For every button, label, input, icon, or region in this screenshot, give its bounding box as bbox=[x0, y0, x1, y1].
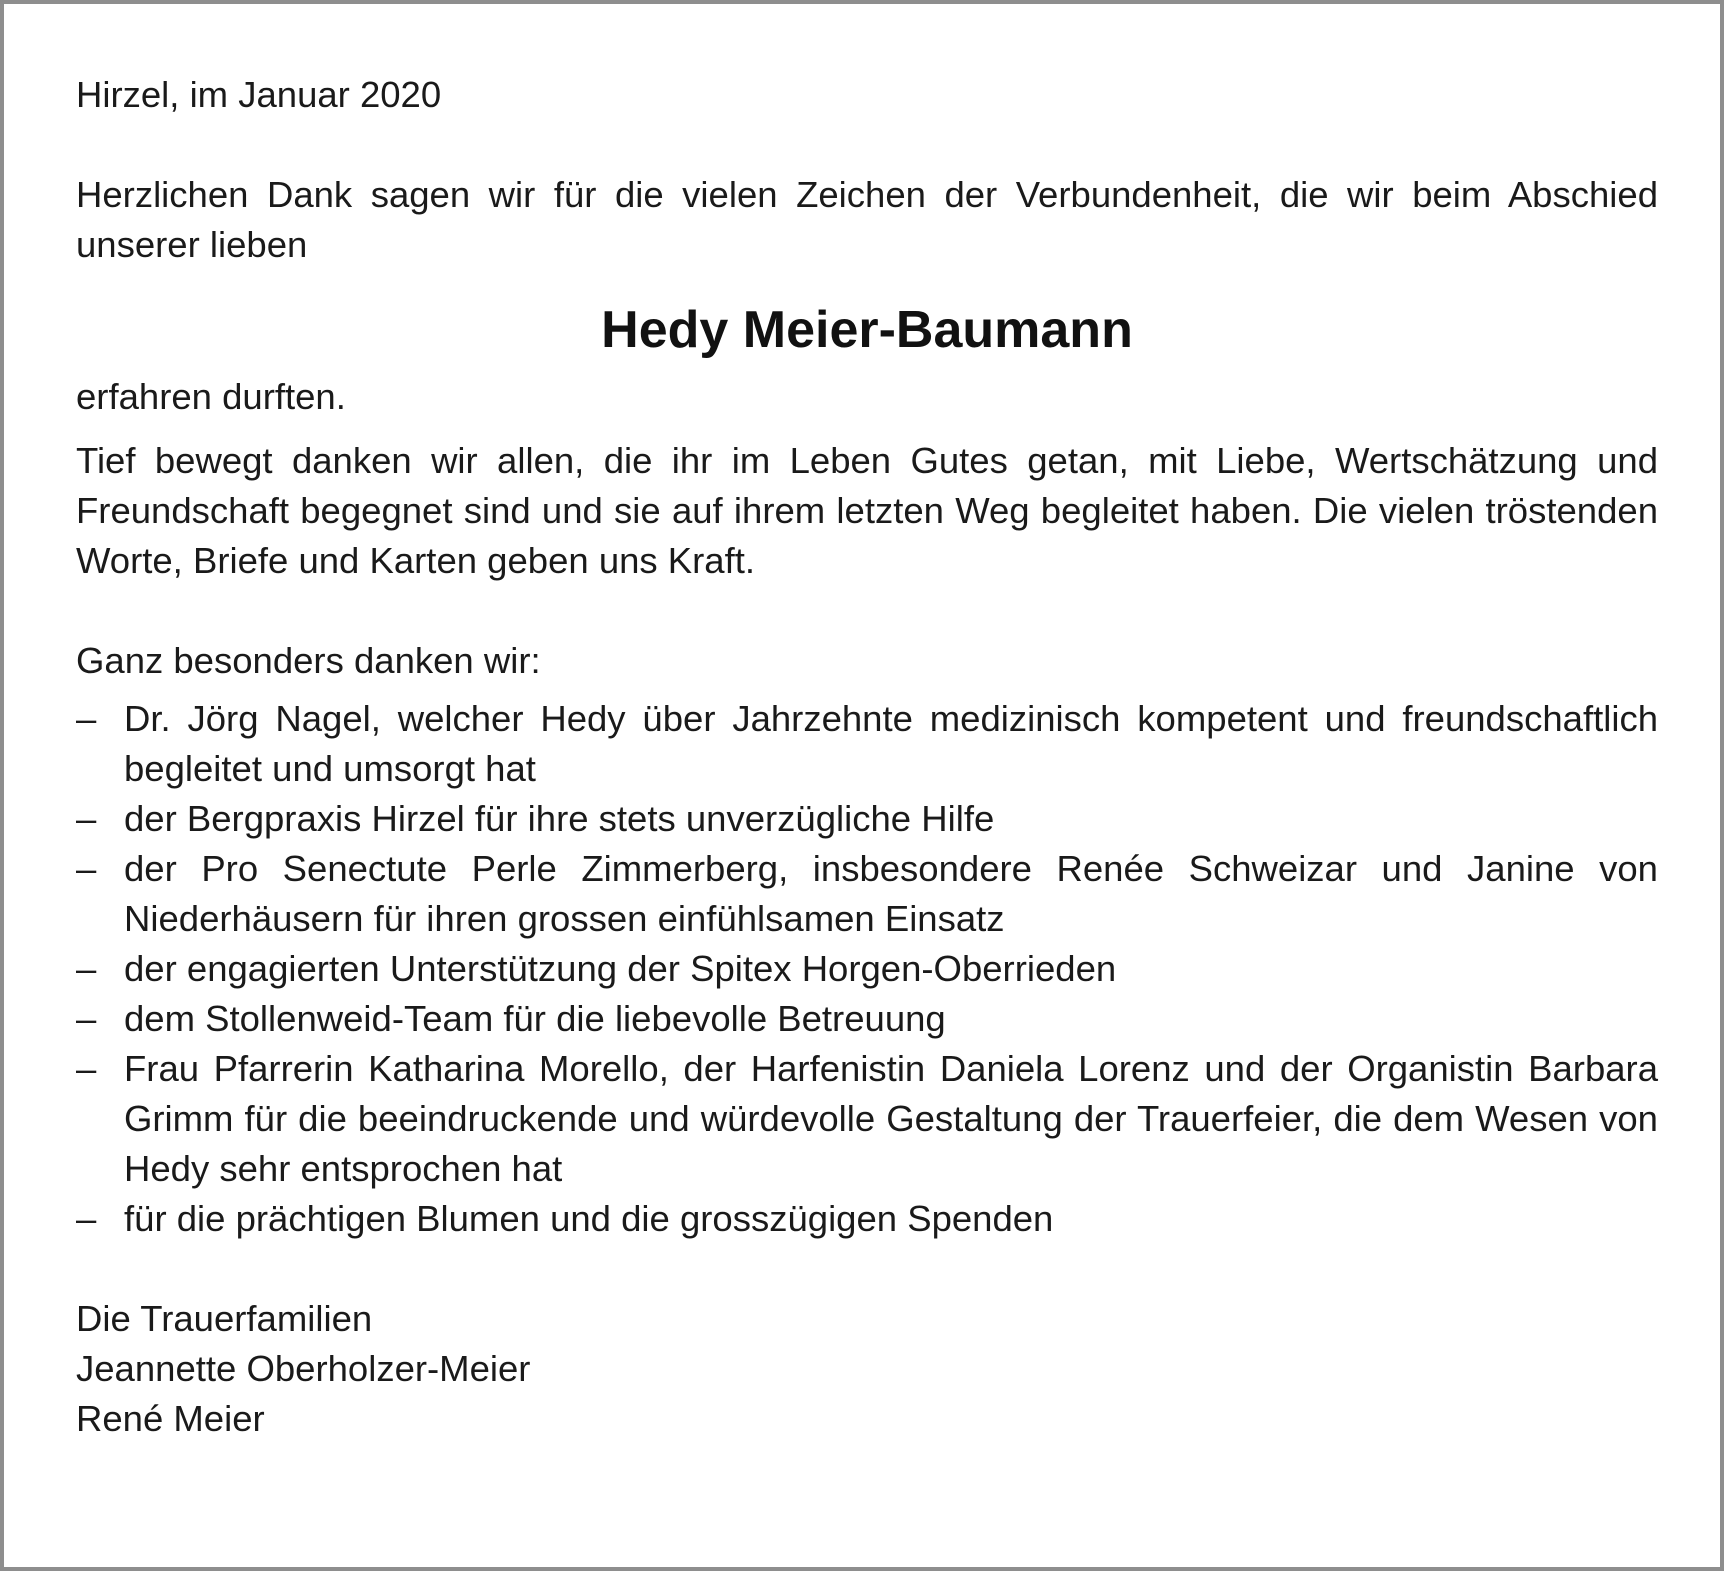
list-item-text: der engagierten Unterstützung der Spitex Horgen-Oberrieden bbox=[124, 948, 1117, 989]
date-line: Hirzel, im Januar 2020 bbox=[76, 74, 442, 115]
list-item-text: für die prächtigen Blumen und die grosszügigen Spenden bbox=[124, 1198, 1054, 1239]
deceased-name: Hedy Meier-Baumann bbox=[601, 301, 1133, 359]
notice-content bbox=[76, 70, 1658, 1444]
dash-bullet: – bbox=[76, 998, 97, 1039]
signature-line-name-1: Jeannette Oberholzer-Meier bbox=[76, 1348, 531, 1389]
after-name-line: erfahren durften. bbox=[76, 376, 346, 417]
dash-bullet: – bbox=[76, 1048, 97, 1089]
list-item bbox=[76, 694, 1658, 794]
list-item-text: Frau Pfarrerin Katharina Morello, der Harfenistin Daniela Lorenz und der Organistin Barbara Grimm für die beeindruckende und würdevolle Gestaltung der Trauerfeier, die dem Wesen von Hedy sehr entsprochen hat bbox=[124, 1048, 1658, 1189]
list-item-text: Dr. Jörg Nagel, welcher Hedy über Jahrzehnte medizinisch kompetent und freundschaftlich begleitet und umsorgt hat bbox=[124, 698, 1658, 789]
spacer bbox=[76, 120, 1658, 170]
list-item-text: dem Stollenweid-Team für die liebevolle Betreuung bbox=[124, 998, 946, 1039]
signature-line-name-2: René Meier bbox=[76, 1398, 265, 1439]
list-item bbox=[76, 944, 1658, 994]
intro-paragraph: Herzlichen Dank sagen wir für die vielen Zeichen der Verbundenheit, die wir beim Abschied unserer lieben bbox=[76, 174, 1658, 265]
spacer bbox=[76, 586, 1658, 636]
special-heading: Ganz besonders danken wir: bbox=[76, 640, 541, 681]
dash-bullet: – bbox=[76, 1198, 97, 1239]
list-item bbox=[76, 994, 1658, 1044]
list-item bbox=[76, 794, 1658, 844]
spacer bbox=[76, 422, 1658, 436]
signature-block bbox=[76, 1294, 1658, 1444]
thanks-paragraph: Tief bewegt danken wir allen, die ihr im Leben Gutes getan, mit Liebe, Wertschätzung und Freundschaft begegnet sind und sie auf ihrem letzten Weg begleitet haben. Die vielen tröstenden Worte, Briefe und Karten geben uns Kraft. bbox=[76, 440, 1658, 581]
dash-bullet: – bbox=[76, 798, 97, 839]
spacer bbox=[76, 686, 1658, 694]
spacer bbox=[76, 1244, 1658, 1294]
dash-bullet: – bbox=[76, 848, 97, 889]
special-thanks-list bbox=[76, 694, 1658, 1244]
list-item bbox=[76, 844, 1658, 944]
list-item-text: der Bergpraxis Hirzel für ihre stets unverzügliche Hilfe bbox=[124, 798, 995, 839]
list-item bbox=[76, 1044, 1658, 1194]
signature-line-family: Die Trauerfamilien bbox=[76, 1298, 373, 1339]
list-item-text: der Pro Senectute Perle Zimmerberg, insbesondere Renée Schweizar und Janine von Niederhäusern für ihren grossen einfühlsamen Einsatz bbox=[124, 848, 1658, 939]
list-item bbox=[76, 1194, 1658, 1244]
dash-bullet: – bbox=[76, 948, 97, 989]
dash-bullet: – bbox=[76, 698, 97, 739]
